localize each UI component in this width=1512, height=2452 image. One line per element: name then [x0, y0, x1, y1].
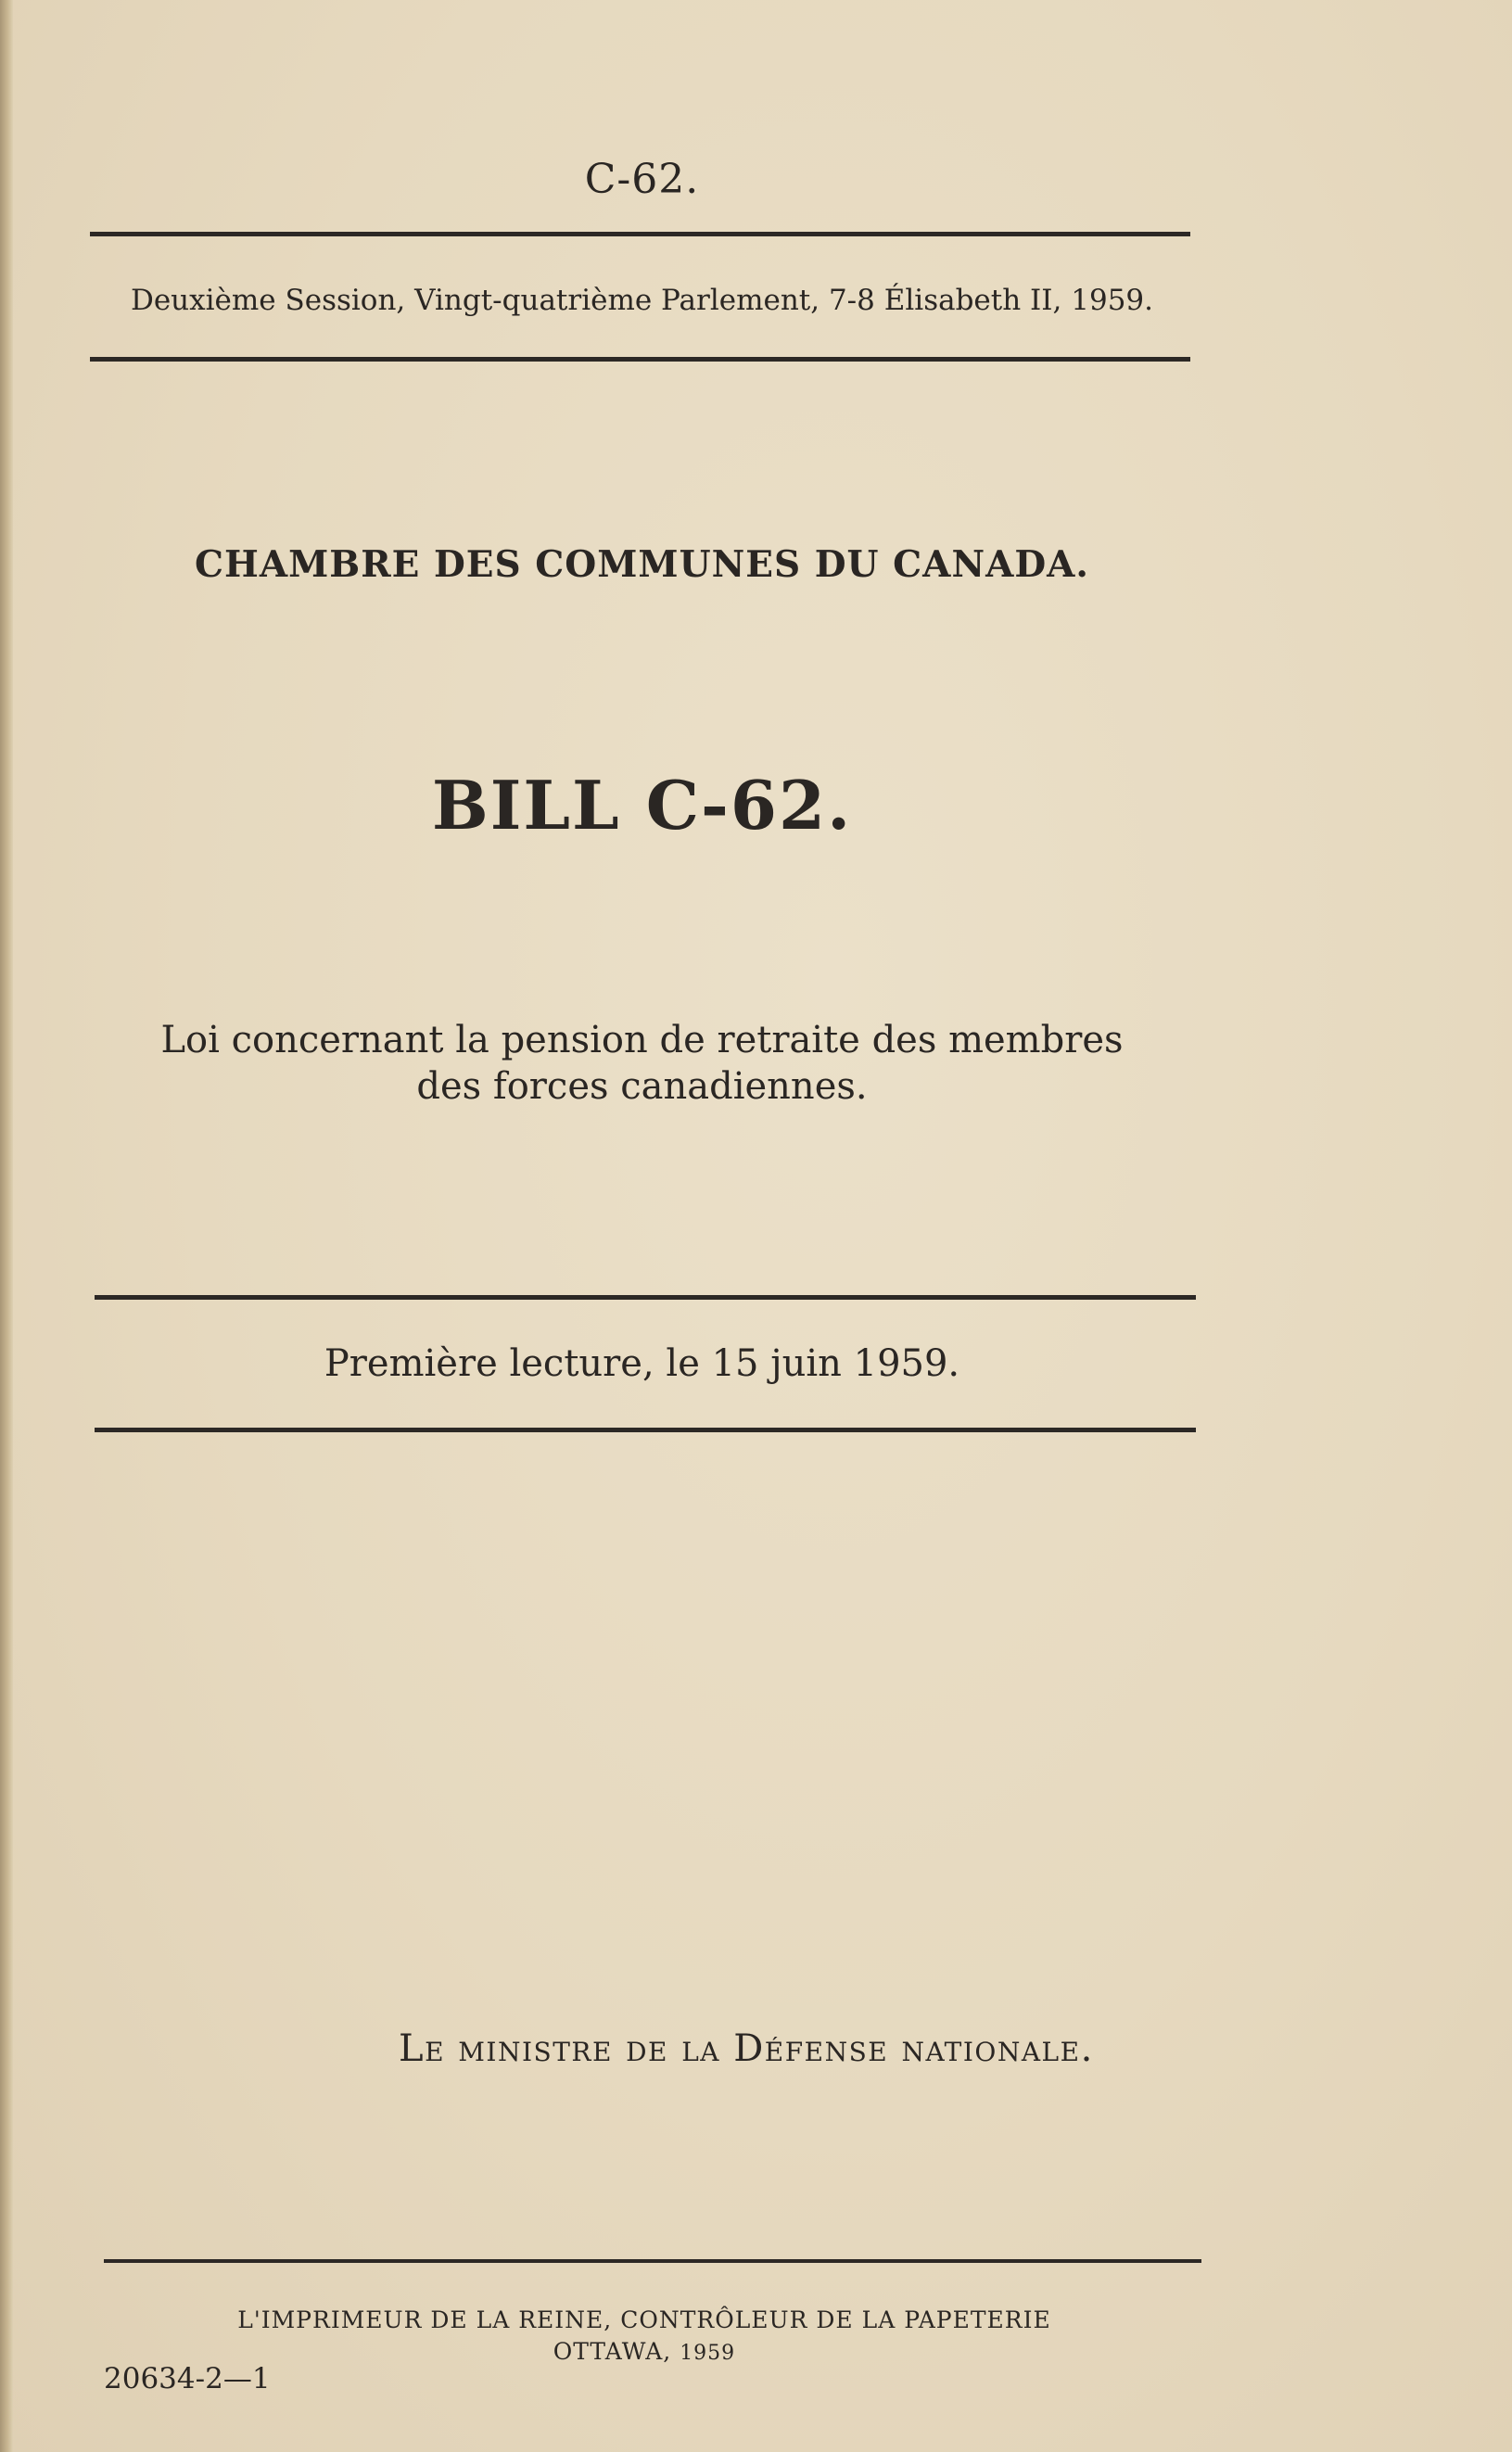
- top-rule: [90, 232, 1190, 236]
- session-rule: [90, 357, 1190, 362]
- imprint-code: 20634-2—1: [104, 2362, 271, 2395]
- chamber-heading: CHAMBRE DES COMMUNES DU CANADA.: [194, 543, 1090, 586]
- session-line: Deuxième Session, Vingt-quatrième Parlement, 7-8 Élisabeth II, 1959.: [130, 284, 1153, 317]
- bill-subject-line-1: Loi concernant la pension de retraite des membres: [160, 1019, 1124, 1061]
- printer-city-line: [158, 2336, 1131, 2369]
- printer-line: L'IMPRIMEUR DE LA REINE, CONTRÔLEUR DE LA PAPETERIE: [237, 2306, 1051, 2333]
- reading-bottom-rule: [95, 1428, 1196, 1432]
- bill-subject-line-2: des forces canadiennes.: [416, 1065, 868, 1108]
- first-reading-line: Première lecture, le 15 juin 1959.: [324, 1342, 960, 1385]
- bill-number-header: C-62.: [584, 156, 700, 203]
- printer-imprint: [158, 2305, 1131, 2369]
- minister-signature-line: Le ministre de la Défense nationale.: [399, 2027, 1094, 2070]
- printer-city: OTTAWA,: [553, 2338, 672, 2365]
- page-spine-shadow: [0, 0, 13, 2452]
- bill-subject: [88, 1017, 1196, 1110]
- printer-year: 1959: [680, 2342, 736, 2365]
- reading-top-rule: [95, 1295, 1196, 1300]
- bill-title: BILL C-62.: [431, 766, 853, 845]
- footer-rule: [104, 2259, 1201, 2263]
